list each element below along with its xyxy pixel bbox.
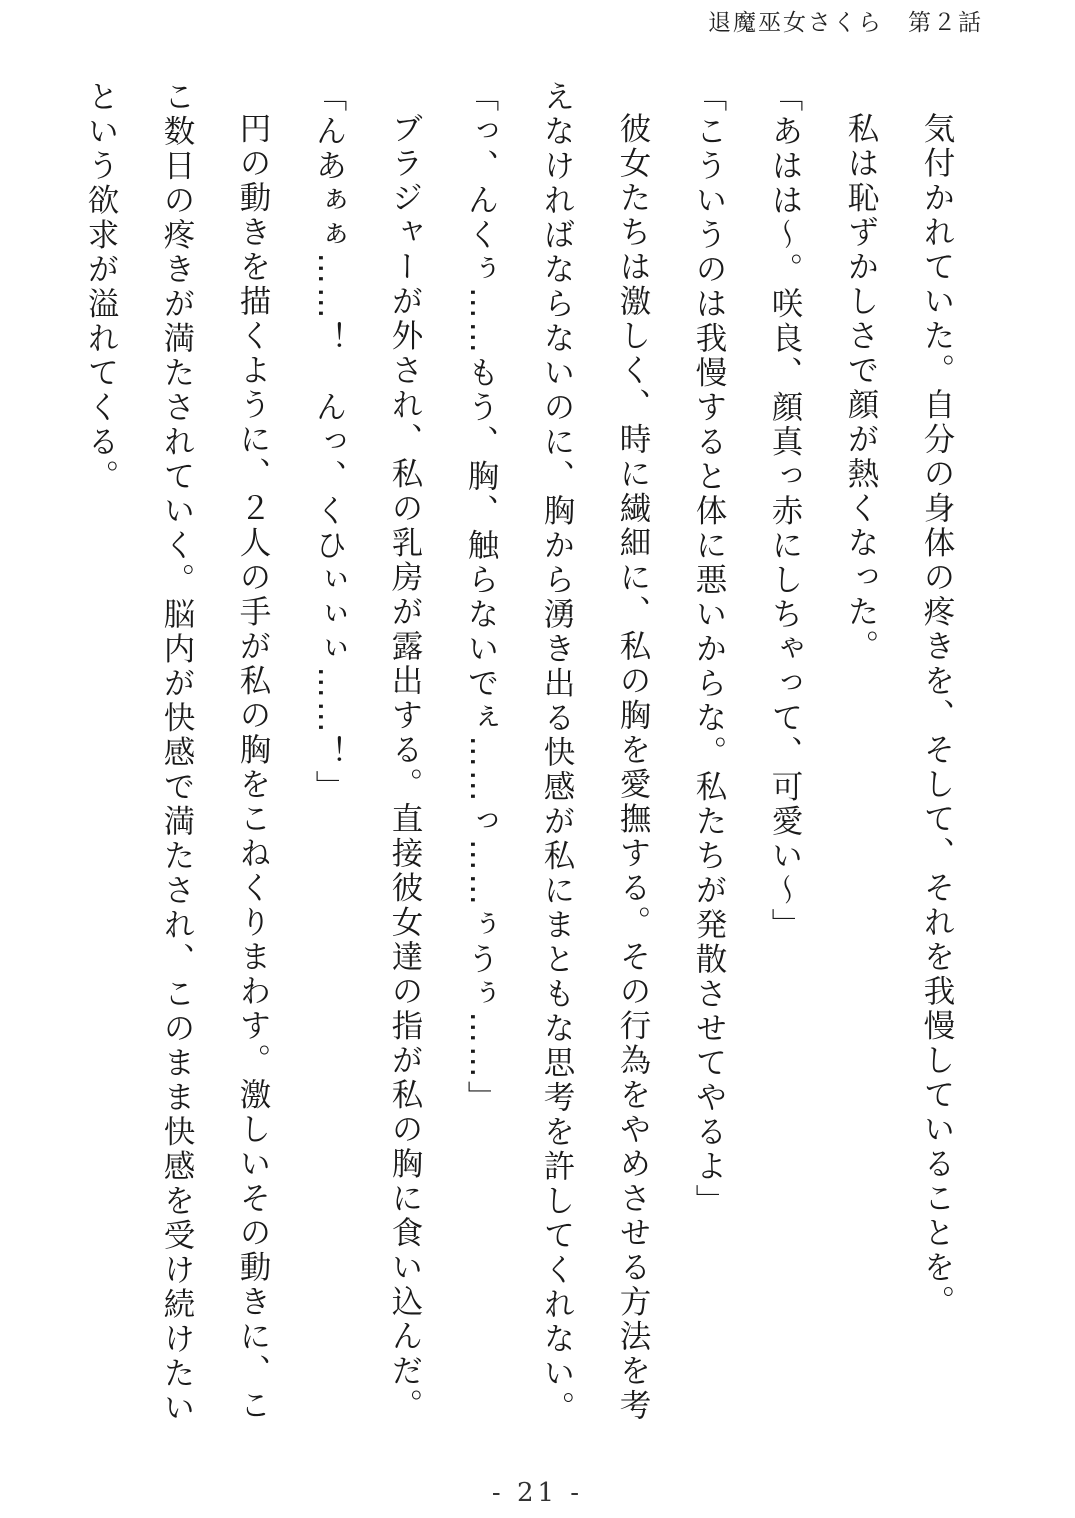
paragraph: ブラジャーが外され、私の乳房が露出する。直接彼女達の指が私の胸に食い込んだ。 [387,111,423,1423]
paragraph: 彼女たちは激しく、時に繊細に、私の胸を愛撫する。その行為をやめさせる方法を考えなければならないのに、胸から湧き出る快感が私にまともな思考を許してくれない。 [539,80,651,1426]
paragraph: 円の動きを描くように、２人の手が私の胸をこねくりまわす。激しいその動きに、ここ数日の疼きが満たされていく。脳内が快感で満たされ、このまま快感を受け続けたいという欲求が溢れてくる。 [83,80,271,1426]
paragraph: 私は恥ずかしさで顔が熱くなった。 [843,111,879,664]
dialogue-line: 「あはは～。咲良、顔真っ赤にしちゃって、可愛い～」 [767,80,803,943]
paragraph: 気付かれていた。自分の身体の疼きを、そして、それを我慢していることを。 [919,111,955,1319]
dialogue-line: 「んあぁぁ……！ んっ、くひぃぃぃ……！」 [311,80,347,805]
dialogue-line: 「っ、んくぅ……もう、胸、触らないでぇ……っ……ぅうぅ……」 [463,80,499,1115]
vertical-body-text [75,80,975,1450]
dialogue-line: 「こういうのは我慢すると体に悪いからな。私たちが発散させてやるよ」 [691,80,727,1219]
page-number: - 21 - [491,1478,584,1508]
running-header-title: 退魔巫女さくら 第２話 [708,10,983,36]
